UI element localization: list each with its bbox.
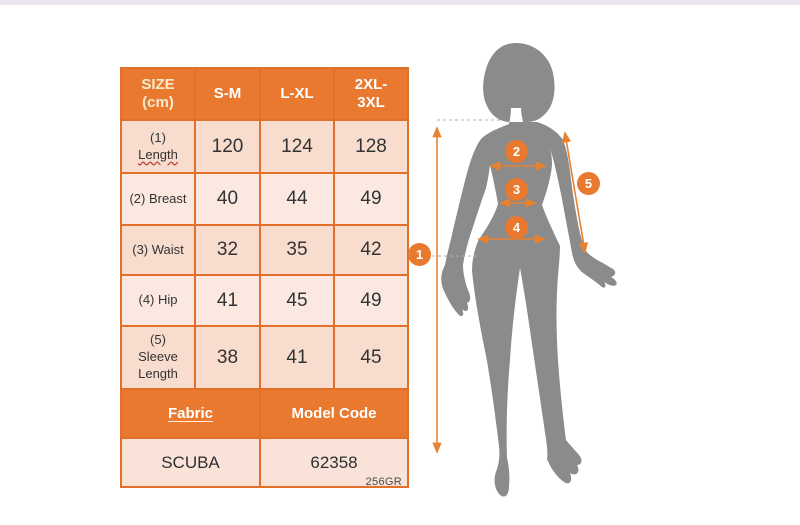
waist-lxl: 35 [260,225,334,275]
row-label-sleeve: (5) Sleeve Length [121,326,195,389]
measure-marker-4: 4 [505,216,528,239]
weight-note: 256GR [365,476,402,488]
header-cell-sm: S-M [195,68,260,120]
length-lxl: 124 [260,120,334,173]
breast-sm: 40 [195,173,260,225]
row-label-waist: (3) Waist [121,225,195,275]
row-label-breast: (2) Breast [121,173,195,225]
length-2xl3xl: 128 [334,120,408,173]
waist-sm: 32 [195,225,260,275]
length-sm: 120 [195,120,260,173]
waist-2xl3xl: 42 [334,225,408,275]
header-cell-lxl: L-XL [260,68,334,120]
measure-marker-5: 5 [577,172,600,195]
row-label-length: (1) Length [121,120,195,173]
header-cell-2xl3xl: 2XL- 3XL [334,68,408,120]
row-label-hip: (4) Hip [121,275,195,326]
hip-lxl: 45 [260,275,334,326]
hip-sm: 41 [195,275,260,326]
measure-marker-2: 2 [505,140,528,163]
fabric-value-cell: SCUBA [121,438,260,487]
sleeve-2xl3xl: 45 [334,326,408,389]
breast-2xl3xl: 49 [334,173,408,225]
body-silhouette [441,43,616,497]
fabric-header-label: Fabric [167,405,213,422]
model-code-header-label: Model Code [291,405,377,422]
hip-2xl3xl: 49 [334,275,408,326]
size-header-line1: SIZE [141,76,175,93]
model-code-value-cell: 62358 [260,438,408,487]
sleeve-sm: 38 [195,326,260,389]
size-header-line2: (cm) [142,94,174,111]
breast-lxl: 44 [260,173,334,225]
measure-marker-3: 3 [505,178,528,201]
sleeve-lxl: 41 [260,326,334,389]
measure-marker-1: 1 [408,243,431,266]
